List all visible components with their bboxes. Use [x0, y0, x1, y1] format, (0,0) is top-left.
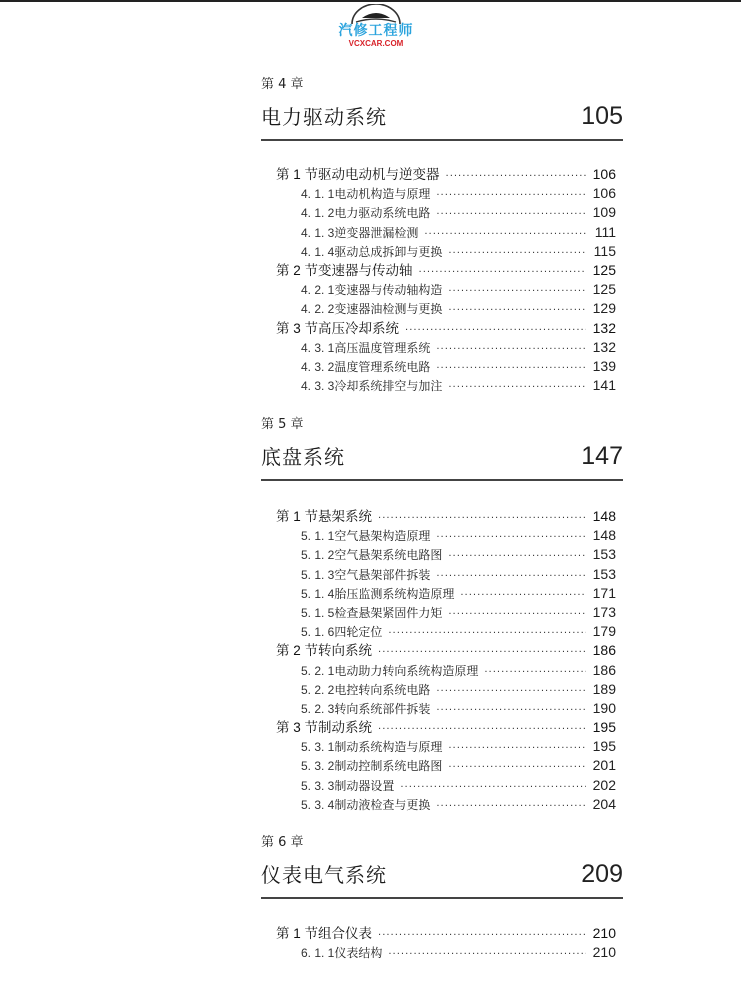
chapter-label: 第 4 章 — [261, 77, 304, 92]
entry-page: 210 — [592, 944, 616, 961]
entry-title: 组合仪表 — [318, 926, 373, 942]
toc-subsection-entry — [276, 299, 616, 318]
entry-page: 189 — [592, 680, 616, 697]
watermark-brand-en: VCXCAR.COM — [348, 39, 404, 48]
dot-leader — [448, 301, 586, 318]
dot-leader — [400, 778, 586, 795]
entry-page: 132 — [592, 338, 616, 355]
toc-section-entry — [276, 718, 616, 737]
entry-page: 153 — [592, 546, 616, 563]
entry-page: 129 — [592, 300, 616, 317]
entry-page: 148 — [592, 527, 616, 544]
toc-section-entry — [276, 924, 616, 943]
entry-title: 空气悬架系统电路图 — [334, 548, 443, 563]
entry-number: 第 2 节 — [276, 643, 319, 659]
entry-page: 125 — [592, 261, 616, 278]
chapter-4-header — [261, 76, 623, 141]
entry-title: 悬架系统 — [318, 509, 373, 525]
dot-leader — [484, 663, 586, 680]
entry-title: 制动液检查与更换 — [334, 797, 431, 812]
entry-number: 5. 1. 1 — [301, 529, 335, 544]
watermark-brand-cn: 汽修工程师 — [338, 23, 414, 39]
dot-leader — [436, 701, 586, 718]
entry-title: 逆变器泄漏检测 — [334, 225, 419, 240]
entry-number: 5. 3. 4 — [301, 797, 335, 812]
entry-title: 转向系统部件拆装 — [334, 701, 431, 716]
toc-subsection-entry — [276, 795, 616, 814]
toc-section-entry — [276, 261, 616, 280]
entry-title: 高压温度管理系统 — [334, 340, 431, 355]
entry-page: 195 — [592, 738, 616, 755]
entry-title: 制动控制系统电路图 — [334, 759, 443, 774]
entry-page: 195 — [592, 719, 616, 736]
chapter-divider — [261, 897, 623, 899]
chapter-page: 209 — [581, 860, 623, 888]
entry-number: 第 1 节 — [276, 926, 319, 941]
chapter-title: 电力驱动系统 — [261, 105, 387, 129]
entry-number: 5. 3. 3 — [301, 778, 335, 793]
dot-leader — [448, 605, 586, 622]
entry-title: 驱动电动机与逆变器 — [318, 167, 440, 183]
dot-leader — [446, 167, 586, 184]
entry-number: 5. 2. 2 — [301, 682, 335, 697]
watermark-logo — [326, 4, 426, 54]
entry-number: 5. 3. 2 — [301, 759, 335, 774]
toc-subsection-entry — [276, 622, 616, 641]
dot-leader — [388, 945, 586, 962]
entry-number: 6. 1. 1 — [301, 946, 335, 961]
toc-subsection-entry — [276, 943, 616, 962]
entry-title: 高压冷却系统 — [318, 320, 400, 337]
entry-page: 106 — [592, 166, 616, 182]
dot-leader — [448, 378, 586, 395]
toc-subsection-entry — [276, 280, 616, 299]
toc-subsection-entry — [276, 699, 616, 718]
dot-leader — [436, 359, 586, 376]
dot-leader — [378, 926, 586, 943]
dot-leader — [436, 567, 586, 584]
toc-subsection-entry — [276, 737, 616, 756]
toc-subsection-entry — [276, 184, 616, 203]
entry-title: 制动系统 — [318, 720, 373, 737]
chapter-title: 底盘系统 — [261, 445, 345, 469]
entry-title: 空气悬架构造原理 — [334, 529, 431, 544]
entry-page: 201 — [592, 757, 616, 774]
entry-number: 5. 1. 2 — [301, 548, 335, 563]
toc-section-entry — [276, 507, 616, 526]
entry-number: 4. 1. 2 — [301, 206, 335, 221]
entry-title: 制动系统构造与原理 — [334, 740, 443, 755]
toc-subsection-entry — [276, 223, 616, 242]
toc-subsection-entry — [276, 338, 616, 357]
entry-number: 5. 1. 4 — [301, 586, 335, 601]
entry-number: 第 3 节 — [276, 720, 319, 736]
dot-leader — [436, 205, 586, 222]
entry-page: 186 — [592, 642, 616, 659]
toc-subsection-entry — [276, 776, 616, 795]
dot-leader — [419, 263, 586, 280]
toc-subsection-entry — [276, 545, 616, 564]
entry-number: 5. 2. 3 — [301, 701, 335, 716]
entry-page: 202 — [592, 776, 616, 793]
dot-leader — [436, 528, 586, 545]
entry-page: 139 — [592, 357, 616, 374]
entry-title: 转向系统 — [318, 643, 373, 660]
entry-title: 变速器与传动轴构造 — [334, 283, 443, 298]
dot-leader — [436, 340, 586, 357]
entry-page: 125 — [592, 281, 616, 298]
entry-number: 第 1 节 — [276, 167, 319, 182]
entry-page: 204 — [592, 795, 616, 812]
entry-number: 5. 1. 3 — [301, 567, 335, 582]
entry-number: 4. 3. 3 — [301, 379, 335, 394]
entry-page: 115 — [593, 242, 616, 259]
entry-number: 5. 3. 1 — [301, 740, 335, 755]
toc-section-entry — [276, 641, 616, 660]
entry-page: 173 — [592, 603, 616, 620]
entry-number: 4. 2. 2 — [301, 302, 335, 317]
entry-page: 210 — [592, 925, 616, 941]
chapter-divider — [261, 479, 623, 481]
dot-leader — [378, 720, 586, 737]
entry-title: 冷却系统排空与加注 — [334, 379, 443, 394]
entry-title: 制动器设置 — [334, 778, 395, 793]
chapter-label: 第 6 章 — [261, 835, 304, 850]
toc-section-entry — [276, 319, 616, 338]
entry-number: 4. 1. 4 — [301, 244, 335, 259]
entry-page: 132 — [592, 319, 616, 336]
entry-page: 190 — [592, 699, 616, 716]
entry-number: 5. 1. 6 — [301, 625, 335, 640]
chapter-label: 第 5 章 — [261, 417, 304, 432]
toc-subsection-entry — [276, 584, 616, 603]
top-border-line — [0, 0, 741, 2]
dot-leader — [378, 509, 586, 526]
chapter-6-toc — [276, 924, 616, 962]
entry-number: 第 2 节 — [276, 262, 319, 278]
entry-page: 153 — [592, 565, 616, 582]
toc-subsection-entry — [276, 680, 616, 699]
toc-section-entry — [276, 165, 616, 184]
entry-page: 171 — [592, 584, 616, 601]
dot-leader — [448, 244, 586, 261]
dot-leader — [436, 797, 586, 814]
dot-leader — [448, 739, 586, 756]
entry-title: 温度管理系统电路 — [334, 359, 431, 374]
dot-leader — [460, 586, 586, 603]
toc-subsection-entry — [276, 242, 616, 261]
entry-page: 186 — [592, 661, 616, 678]
entry-number: 4. 3. 2 — [301, 359, 335, 374]
entry-title: 空气悬架部件拆装 — [334, 567, 431, 582]
dot-leader — [378, 643, 586, 660]
entry-number: 4. 1. 3 — [301, 225, 335, 240]
entry-title: 变速器油检测与更换 — [334, 302, 443, 317]
entry-title: 检查悬架紧固件力矩 — [334, 605, 443, 620]
entry-title: 电动助力转向系统构造原理 — [334, 663, 479, 678]
toc-subsection-entry — [276, 661, 616, 680]
entry-page: 141 — [592, 377, 616, 394]
dot-leader — [436, 186, 586, 203]
entry-number: 第 1 节 — [276, 509, 319, 524]
entry-page: 106 — [592, 185, 616, 202]
toc-subsection-entry — [276, 203, 616, 222]
dot-leader — [424, 225, 586, 242]
chapter-5-toc — [276, 507, 616, 814]
entry-title: 电动机构造与原理 — [334, 187, 431, 202]
dot-leader — [448, 547, 586, 564]
entry-page: 179 — [592, 623, 616, 640]
entry-title: 四轮定位 — [334, 625, 383, 640]
entry-number: 4. 1. 1 — [301, 187, 335, 202]
entry-title: 电控转向系统电路 — [334, 682, 431, 697]
chapter-title: 仪表电气系统 — [261, 863, 387, 887]
dot-leader — [448, 758, 586, 775]
chapter-divider — [261, 139, 623, 141]
entry-page: 109 — [592, 204, 616, 221]
toc-subsection-entry — [276, 565, 616, 584]
toc-subsection-entry — [276, 526, 616, 545]
dot-leader — [405, 321, 586, 338]
entry-title: 电力驱动系统电路 — [334, 206, 431, 221]
entry-page: 111 — [594, 223, 616, 240]
entry-title: 变速器与传动轴 — [318, 262, 413, 279]
chapter-page: 105 — [581, 102, 623, 130]
chapter-4-toc — [276, 165, 616, 395]
entry-page: 148 — [592, 508, 616, 524]
dot-leader — [436, 682, 586, 699]
chapter-5-header — [261, 416, 623, 481]
entry-title: 驱动总成拆卸与更换 — [334, 244, 443, 259]
dot-leader — [448, 282, 586, 299]
entry-title: 胎压监测系统构造原理 — [334, 586, 455, 601]
entry-title: 仪表结构 — [334, 946, 383, 961]
toc-subsection-entry — [276, 603, 616, 622]
entry-number: 4. 2. 1 — [301, 283, 335, 298]
dot-leader — [388, 624, 586, 641]
toc-subsection-entry — [276, 756, 616, 775]
entry-number: 第 3 节 — [276, 320, 319, 336]
chapter-6-header — [261, 834, 623, 899]
entry-number: 5. 1. 5 — [301, 605, 335, 620]
chapter-page: 147 — [581, 442, 623, 470]
entry-number: 4. 3. 1 — [301, 340, 335, 355]
entry-number: 5. 2. 1 — [301, 663, 335, 678]
toc-subsection-entry — [276, 376, 616, 395]
toc-subsection-entry — [276, 357, 616, 376]
